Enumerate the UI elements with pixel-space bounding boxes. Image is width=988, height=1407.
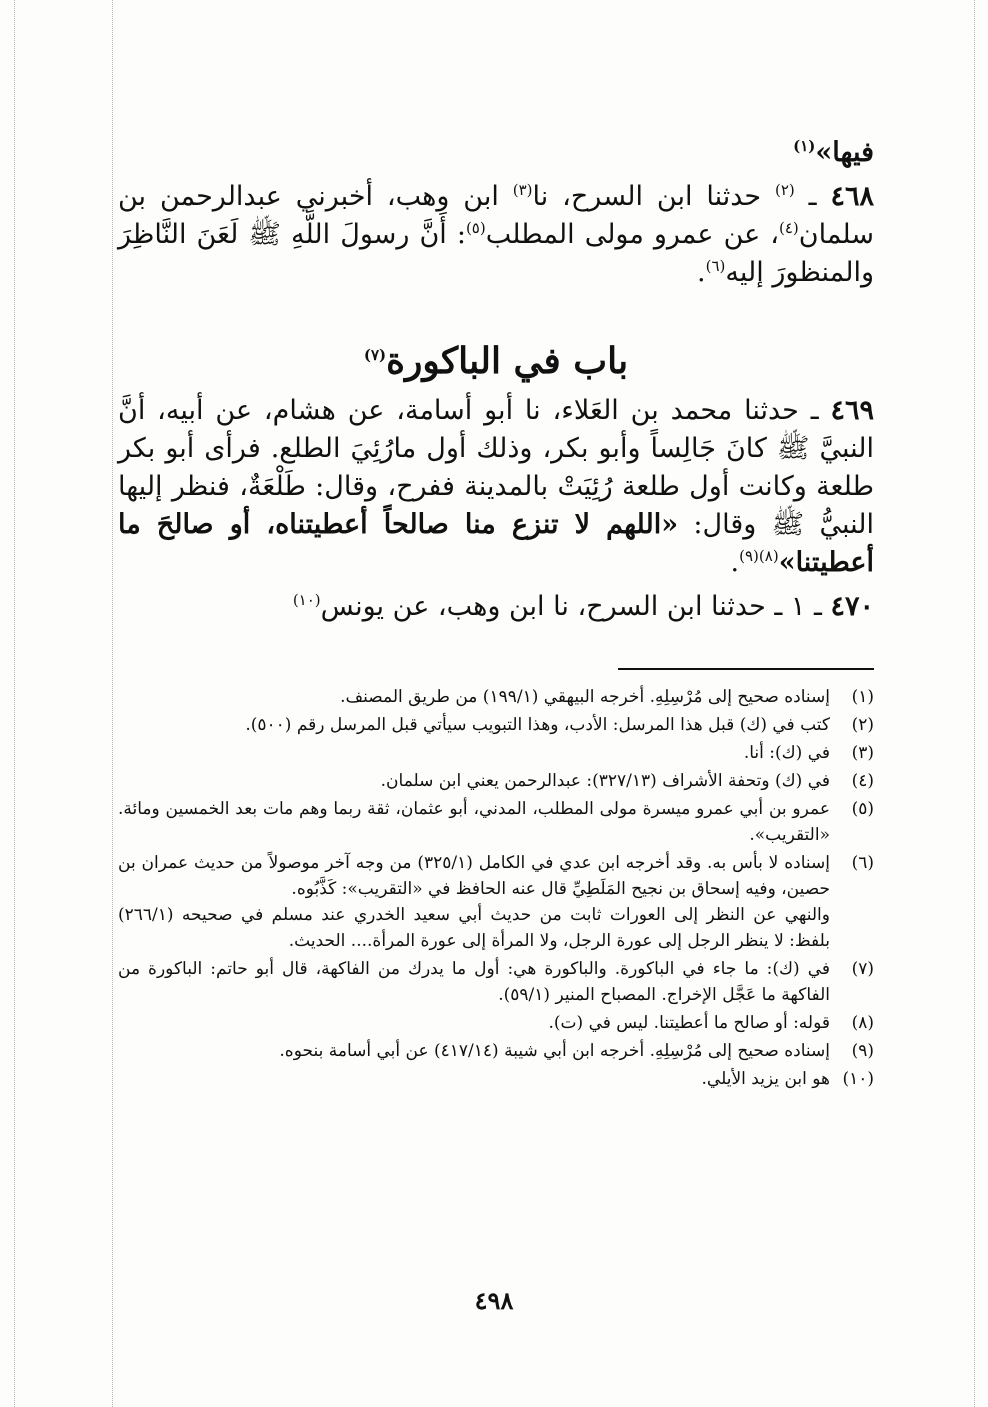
scan-edge-right xyxy=(974,0,975,1407)
hadith-470 xyxy=(118,588,874,626)
footnote-ref: (١) xyxy=(793,137,816,155)
scan-edge-inner xyxy=(112,0,113,1407)
footnote xyxy=(118,1010,874,1036)
hadith-468 xyxy=(118,178,874,292)
footnote-number: (٥) xyxy=(851,799,874,819)
footnote-ref: (٨)(٩) xyxy=(739,547,779,565)
footnote xyxy=(118,1038,874,1064)
footnote-ref: (٢) xyxy=(775,181,795,199)
footnote-text: إسناده لا بأس به. وقد أخرجه ابن عدي في الكامل (٣٢٥/١) من وجه آخر موصولاً من حديث عمران بن حصين، وفيه إسحاق بن نجيح المَلَطِيِّ قال عنه الحافظ في «التقريب»: كَذَّبُوه. xyxy=(118,853,831,899)
prophetic-quote: «اللهم لا تنزع منا صالحاً أعطيتناه، أو صالحَ ما أعطيتنا» xyxy=(118,509,874,578)
footnote-text: والنهي عن النظر إلى العورات ثابت من حديث أبي سعيد الخدري عند مسلم في صحيحه (٢٦٦/١) بلفظ: لا ينظر الرجل إلى عورة الرجل، ولا المرأة إلى عورة المرأة.... الحديث. xyxy=(118,905,830,951)
footnote-text: في (ك): أنا. xyxy=(743,743,830,763)
footnote xyxy=(118,850,874,954)
footnote-ref: (٧) xyxy=(363,346,387,364)
footnotes xyxy=(118,684,874,1092)
hadith-text: ـ xyxy=(794,181,817,212)
footnote-ref: (٣) xyxy=(512,181,533,199)
footnote-text: قوله: أو صالح ما أعطيتنا. ليس في (ت). xyxy=(548,1013,830,1033)
footnote-text: إسناده صحيح إلى مُرْسِلِهِ. أخرجه ابن أبي شيبة (٤١٧/١٤) عن أبي أسامة بنحوه. xyxy=(279,1041,830,1061)
footnote xyxy=(118,740,874,766)
footnote-number: (٨) xyxy=(851,1013,874,1033)
footnote xyxy=(118,712,874,738)
footnote-separator xyxy=(618,668,874,670)
opening-text: فيها» xyxy=(815,137,874,168)
footnote-number: (٩) xyxy=(851,1041,874,1061)
footnote xyxy=(118,684,874,710)
footnote-text: في (ك) وتحفة الأشراف (٣٢٧/١٣): عبدالرحمن يعني ابن سلمان. xyxy=(380,771,830,791)
scan-edge-left xyxy=(14,0,15,1407)
footnote-text: هو ابن يزيد الأيلي. xyxy=(701,1069,830,1089)
hadith-number: ٤٦٩ xyxy=(830,395,874,426)
hadith-text: : أَنَّ رسولَ اللَّهِ ﷺ لَعَنَ النَّاظِرَ والمنظورَ إليه xyxy=(118,219,874,288)
footnote-number: (٦) xyxy=(851,853,874,873)
footnote xyxy=(118,956,874,1008)
chapter-heading xyxy=(118,336,874,386)
hadith-text: ابن وهب، أخبرني عبدالرحمن بن سلمان xyxy=(118,181,874,250)
footnote-text: في (ك): ما جاء في الباكورة. والباكورة هي: أول ما يدرك من الفاكهة، قال أبو حاتم: الباكورة من الفاكهة ما عَجَّل الإخراج. المصباح المنير (٥٩/١). xyxy=(118,959,830,1005)
hadith-text: حدثنا ابن السرح، نا xyxy=(532,181,775,212)
footnote xyxy=(118,796,874,848)
hadith-text: ، عن عمرو مولى المطلب xyxy=(485,219,779,250)
page-number: ٤٩٨ xyxy=(474,1286,514,1315)
footnote-number: (٧) xyxy=(851,959,874,979)
footnote-text: كتب في (ك) قبل هذا المرسل: الأدب، وهذا التبويب سيأتي قبل المرسل رقم (٥٠٠). xyxy=(245,715,830,735)
hadith-text: . xyxy=(730,547,740,578)
footnote-number: (٣) xyxy=(851,743,874,763)
hadith-469 xyxy=(118,392,874,582)
opening-fragment xyxy=(118,134,874,172)
footnote-number: (١) xyxy=(851,687,874,707)
hadith-number: ٤٧٠ xyxy=(830,591,874,622)
footnote-number: (١٠) xyxy=(842,1069,874,1089)
footnote-text: عمرو بن أبي عمرو ميسرة مولى المطلب، المدني، أبو عثمان، ثقة ربما وهم مات بعد الخمسين ومائة. «التقريب». xyxy=(118,799,830,845)
chapter-title: باب في الباكورة xyxy=(386,340,629,382)
footnote-ref: (٦) xyxy=(705,257,726,275)
hadith-number: ٤٦٨ xyxy=(830,181,874,212)
hadith-text: ـ حدثنا محمد بن العَلاء، نا أبو أسامة، عن هشام، عن أبيه، أنَّ النبيَّ ﷺ كانَ جَالِساً وأبو بكر، وذلك أول مارُئِيَ الطلع. فرأى أبو بكر طلعة وكانت أول طلعة رُئِيَتْ بالمدينة ففرح، وقال: طَلْعَةٌ، فنظر إليها النبيُّ ﷺ وقال: xyxy=(118,395,874,540)
footnote-ref: (٥) xyxy=(465,219,486,237)
footnote-text: إسناده صحيح إلى مُرْسِلِهِ. أخرجه البيهقي (١٩٩/١) من طريق المصنف. xyxy=(340,687,830,707)
book-page xyxy=(118,118,874,1318)
hadith-text: . xyxy=(697,257,706,288)
footnote-ref: (٤) xyxy=(778,219,799,237)
footnote-number: (٢) xyxy=(851,715,874,735)
footnote xyxy=(118,1066,874,1092)
hadith-text: ـ ١ ـ حدثنا ابن السرح، نا ابن وهب، عن يونس xyxy=(320,591,822,622)
footnote-ref: (١٠) xyxy=(292,591,321,609)
footnote xyxy=(118,768,874,794)
footnote-number: (٤) xyxy=(851,771,874,791)
